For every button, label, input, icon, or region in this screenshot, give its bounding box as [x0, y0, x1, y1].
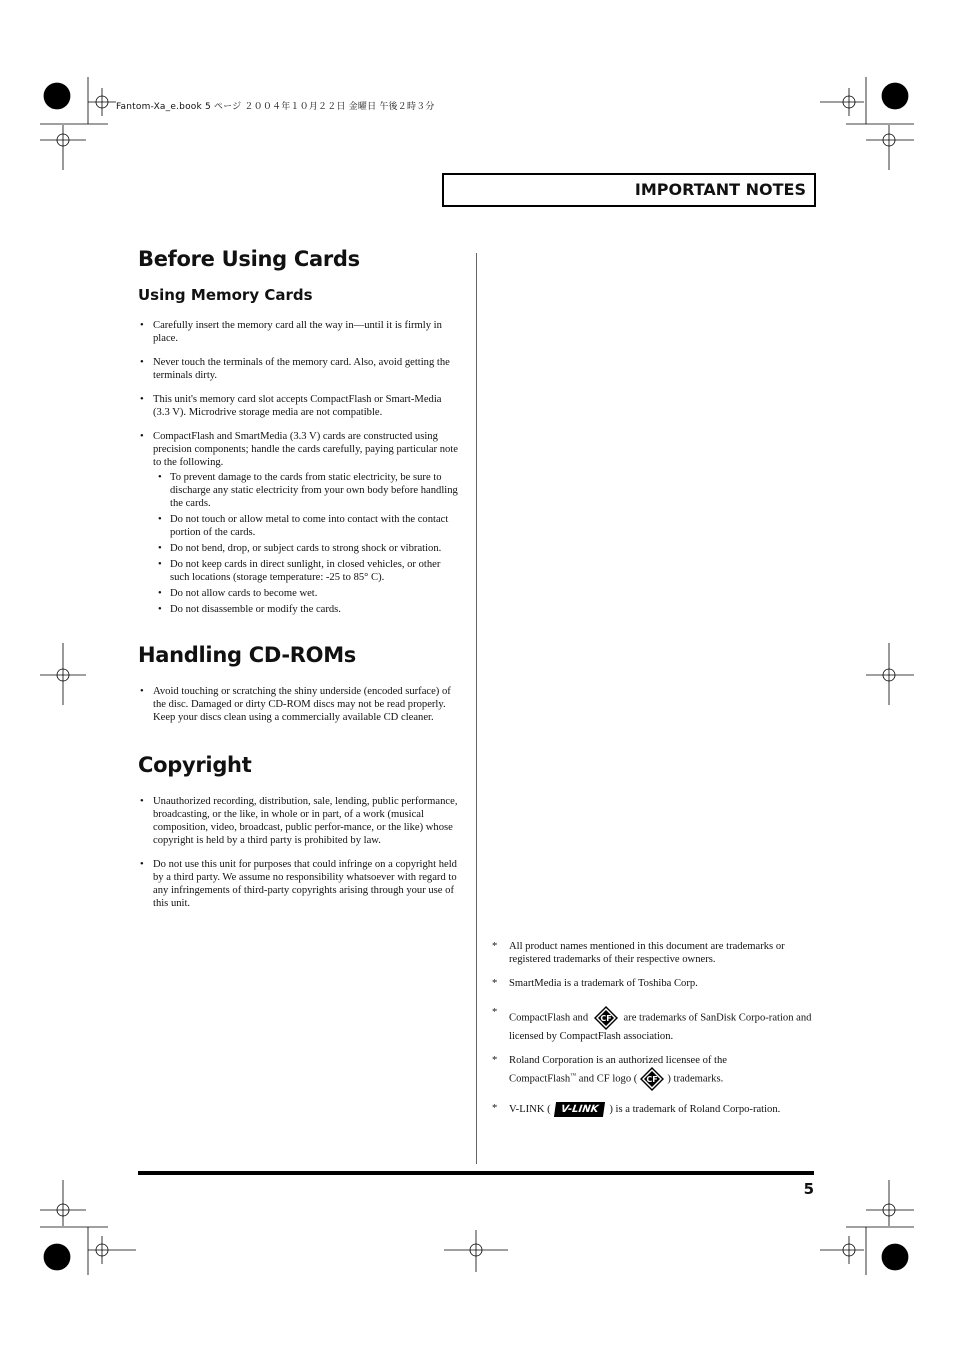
copyright-heading: Copyright	[138, 753, 252, 777]
svg-text:CF: CF	[600, 1014, 612, 1023]
trademark-item: * Roland Corporation is an authorized licensee of the CompactFlash™ and CF logo ( CF ) trademarks.	[494, 1054, 816, 1091]
cards-heading: Before Using Cards	[138, 247, 360, 271]
cards-list	[138, 319, 460, 619]
sub-list-item: • To prevent damage to the cards from static electricity, be sure to discharge any static electricity from your own body before handling the cards.	[153, 471, 460, 510]
vlink-logo: V-LINK	[554, 1102, 605, 1117]
list-item: • Do not use this unit for purposes that could infringe on a copyright held by a third party. We assume no responsibility whatsoever with regard to any infringements of third-party copyrights arising through your use of this unit.	[138, 858, 460, 910]
copyright-list	[138, 795, 460, 921]
trademark-notes	[494, 940, 816, 1128]
print-header: Fantom-Xa_e.book 5 ページ ２００４年１０月２２日 金曜日 午後２時３分	[116, 102, 435, 112]
column-divider	[476, 253, 477, 1164]
sub-list-item: • Do not allow cards to become wet.	[153, 587, 460, 600]
cdrom-list	[138, 685, 460, 735]
sub-list-item: • Do not disassemble or modify the cards.	[153, 603, 460, 616]
list-item-text: CompactFlash and SmartMedia (3.3 V) cards are constructed using precision components; handle the cards carefully, paying particular note to the following.	[153, 431, 458, 468]
list-item	[138, 430, 460, 616]
svg-text:CF: CF	[646, 1075, 658, 1084]
list-item: • Avoid touching or scratching the shiny underside (encoded surface) of the disc. Damaged or dirty CD-ROM discs may not be read properly. Keep your discs clean using a commercially available CD cleaner.	[138, 685, 460, 724]
cdrom-heading: Handling CD-ROMs	[138, 643, 356, 667]
footer-rule	[138, 1171, 814, 1175]
sub-list-item: • Do not keep cards in direct sunlight, in closed vehicles, or other such locations (storage temperature: -25 to 85° C).	[153, 558, 460, 584]
section-label: IMPORTANT NOTES	[634, 180, 806, 199]
trademark-item: * V-LINK ( V-LINK ) is a trademark of Roland Corpo-ration.	[494, 1102, 816, 1117]
trademark-item: * CompactFlash and CF are trademarks of SanDisk Corpo-ration and licensed by CompactFlash association.	[494, 1006, 816, 1043]
list-item: • Never touch the terminals of the memory card. Also, avoid getting the terminals dirty.	[138, 356, 460, 382]
list-item: • Unauthorized recording, distribution, sale, lending, public performance, broadcasting, or the like, in whole or in part, of a work (musical composition, video, broadcast, public perfor-mance, or the like) whose copyright is held by a third party is prohibited by law.	[138, 795, 460, 847]
cf-logo-icon	[640, 1067, 664, 1091]
sub-list-item: • Do not bend, drop, or subject cards to strong shock or vibration.	[153, 542, 460, 555]
cards-subheading: Using Memory Cards	[138, 286, 313, 304]
sub-list-item: • Do not touch or allow metal to come into contact with the contact portion of the cards.	[153, 513, 460, 539]
section-label-box	[442, 173, 816, 207]
list-item: • Carefully insert the memory card all the way in—until it is firmly in place.	[138, 319, 460, 345]
trademark-item: * SmartMedia is a trademark of Toshiba Corp.	[494, 977, 816, 990]
page-number: 5	[803, 1180, 814, 1198]
compactflash-logo-icon	[594, 1006, 618, 1030]
list-item: • This unit's memory card slot accepts CompactFlash or Smart-Media (3.3 V). Microdrive storage media are not compatible.	[138, 393, 460, 419]
trademark-item: * All product names mentioned in this document are trademarks or registered trademarks of their respective owners.	[494, 940, 816, 966]
